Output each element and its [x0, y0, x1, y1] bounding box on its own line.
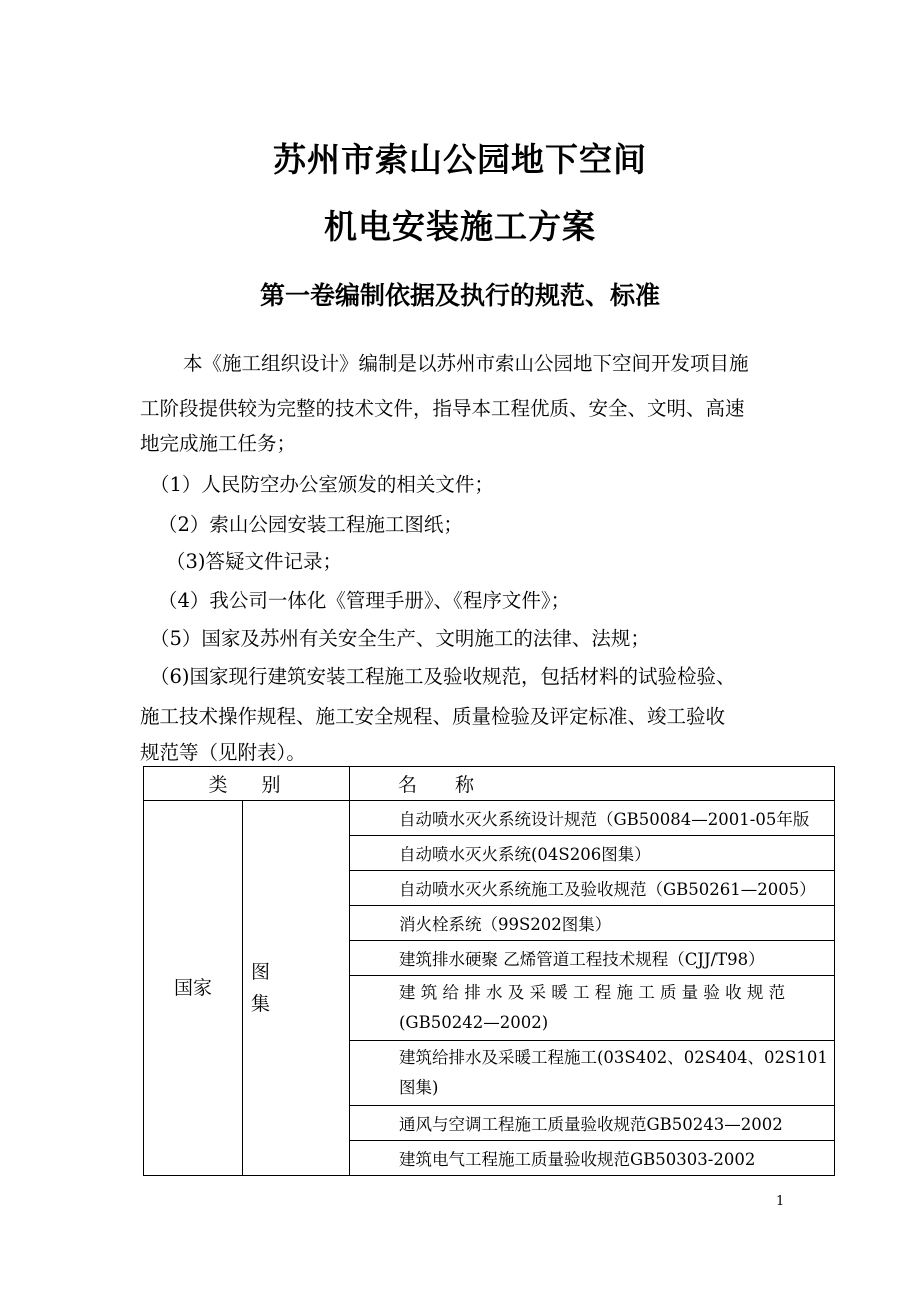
category-level1-text: 国家 — [173, 977, 212, 999]
standard-name: 自动喷水灭火系统(04S206图集） — [350, 836, 835, 871]
document-subtitle: 机电安装施工方案 — [324, 207, 596, 246]
list-item-continuation: 施工技术操作规程、施工安全规程、质量检验及评定标准、竣工验收 — [140, 705, 726, 728]
document-title: 苏州市索山公园地下空间 — [273, 140, 647, 179]
list-item-continuation: 规范等（见附表）。 — [140, 741, 306, 764]
category-level2-text: 图集 — [251, 961, 271, 1015]
page-number: 1 — [776, 1194, 785, 1209]
standard-name: 自动喷水灭火系统施工及验收规范（GB50261—2005） — [350, 871, 835, 906]
intro-line-2: 工阶段提供较为完整的技术文件，指导本工程优质、安全、文明、高速 — [140, 397, 745, 420]
standards-table — [143, 766, 835, 1176]
list-item: （5）国家及苏州有关安全生产、文明施工的法律、法规； — [150, 627, 650, 650]
standard-name: 通风与空调工程施工质量验收规范GB50243—2002 — [350, 1106, 835, 1141]
category-level2 — [243, 801, 350, 1176]
header-name: 名称 — [350, 767, 835, 801]
standard-name: 消火栓系统（99S202图集） — [350, 906, 835, 941]
table-row — [144, 801, 835, 836]
standard-name: 建筑排水硬聚 乙烯管道工程技术规程（CJJ/T98） — [350, 941, 835, 976]
intro-line-1: 本《施工组织设计》编制是以苏州市索山公园地下空间开发项目施 — [183, 352, 749, 375]
list-item: （2）索山公园安装工程施工图纸； — [158, 513, 463, 536]
list-item: （3)答疑文件记录； — [166, 550, 343, 573]
standard-name: 自动喷水灭火系统设计规范（GB50084—2001-05年版 — [350, 801, 835, 836]
intro-line-3: 地完成施工任务； — [140, 432, 297, 455]
header-category: 类别 — [144, 767, 350, 801]
list-item: （4）我公司一体化《管理手册》、《程序文件》； — [158, 589, 571, 612]
category-level1 — [144, 801, 243, 1176]
section-title: 第一卷编制依据及执行的规范、标准 — [259, 281, 660, 310]
list-item: （1）人民防空办公室颁发的相关文件； — [150, 473, 494, 496]
standard-name: 建 筑 给 排 水 及 采 暖 工 程 施 工 质 量 验 收 规 范 (GB50242—2002) — [350, 976, 835, 1041]
table-header-row — [144, 767, 835, 801]
list-item: （6)国家现行建筑安装工程施工及验收规范，包括材料的试验检验、 — [150, 665, 736, 688]
standard-name: 建筑给排水及采暖工程施工(03S402、02S404、02S101图集) — [350, 1041, 835, 1106]
standard-name: 建筑电气工程施工质量验收规范GB50303-2002 — [350, 1141, 835, 1176]
